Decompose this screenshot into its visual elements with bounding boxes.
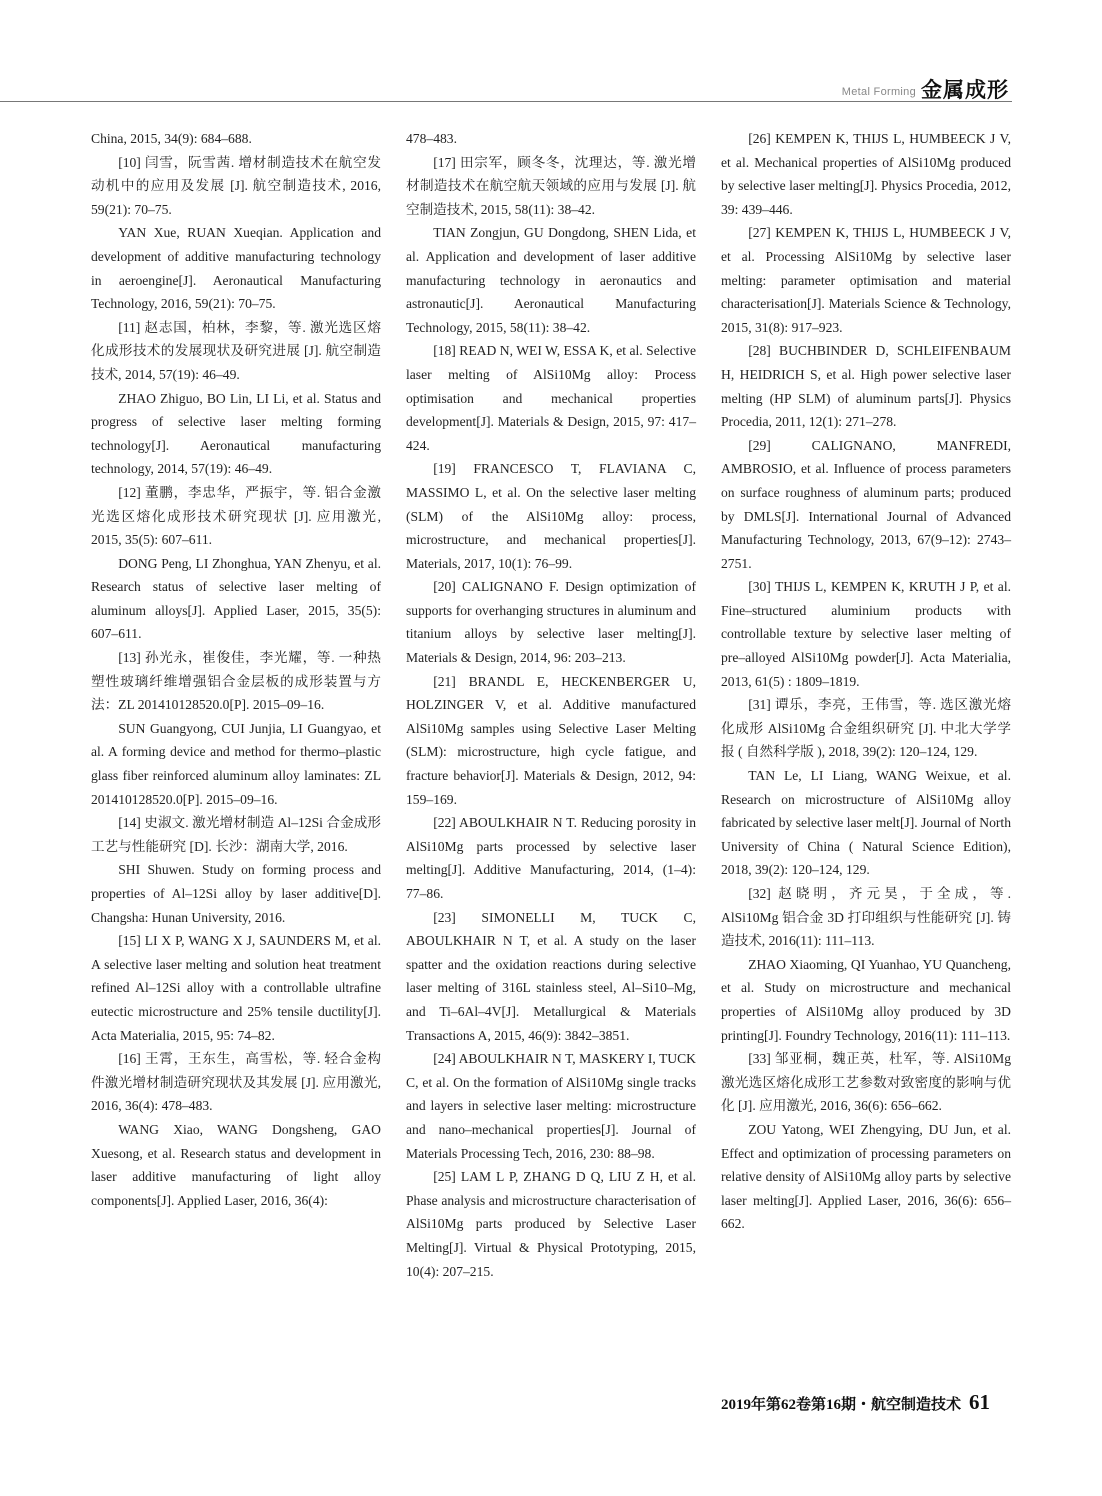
reference-entry: [16] 王霄，王东生，高雪松，等. 轻合金构件激光增材制造研究现状及其发展 [J]. 应用激光, 2016, 36(4): 478–483. xyxy=(91,1051,381,1114)
reference-entry: [33] 邹亚桐，魏正英，杜军，等. AlSi10Mg 激光选区熔化成形工艺参数对致密度的影响与优化 [J]. 应用激光, 2016, 36(6): 656–662. xyxy=(721,1051,1011,1114)
reference-entry: [14] 史淑文. 激光增材制造 Al–12Si 合金成形工艺与性能研究 [D]. 长沙：湖南大学, 2016. xyxy=(91,815,381,854)
reference-entry: ZOU Yatong, WEI Zhengying, DU Jun, et al. Effect and optimization of processing parameters on relative density of AlSi10Mg alloy parts by selective laser melting[J]. Applied Laser, 2016, 36(6): 656–662. xyxy=(721,1121,1011,1232)
page-footer xyxy=(721,1390,990,1415)
reference-entry: [15] LI X P, WANG X J, SAUNDERS M, et al. A selective laser melting and solution heat treatment refined Al–12Si alloy with a controllable ultrafine eutectic microstructure and 25% tensile ductility[J]. Acta Materialia, 2015, 95: 74–82. xyxy=(91,933,381,1043)
reference-entry: 478–483. xyxy=(406,131,457,146)
reference-entry: [24] ABOULKHAIR N T, MASKERY I, TUCK C, et al. On the formation of AlSi10Mg single tracks and layers in selective laser melting: microstructure and nano–mechanical properties[J]. Journal of Materials Processing Tech, 2016, 230: 88–98. xyxy=(406,1051,696,1161)
reference-column-1 xyxy=(91,127,381,1212)
reference-entry: [18] READ N, WEI W, ESSA K, et al. Selective laser melting of AlSi10Mg alloy: Process optimisation and mechanical properties development[J]. Materials & Design, 2015, 97: 417–424. xyxy=(406,343,696,453)
header-rule xyxy=(0,101,1012,102)
reference-entry: TIAN Zongjun, GU Dongdong, SHEN Lida, et al. Application and development of laser additive manufacturing technology in aeronautics and astronautic[J]. Aeronautical Manufacturing Technology, 2015, 58(11): 38–42. xyxy=(406,225,696,335)
issue-info: 2019年第62卷第16期・航空制造技术 xyxy=(720,1397,961,1413)
reference-entry: [26] KEMPEN K, THIJS L, HUMBEECK J V, et al. Mechanical properties of AlSi10Mg produced by selective laser melting[J]. Physics Procedia, 2012, 39: 439–446. xyxy=(721,131,1011,217)
reference-entry: [13] 孙光永，崔俊佳，李光耀，等. 一种热塑性玻璃纤维增强铝合金层板的成形装置与方法：ZL 201410128520.0[P]. 2015–09–16. xyxy=(91,650,381,713)
reference-column-3 xyxy=(721,127,1011,1236)
reference-entry: ZHAO Xiaoming, QI Yuanhao, YU Quancheng, et al. Study on microstructure and mechanical properties of AlSi10Mg alloy produced by 3D printing[J]. Foundry Technology, 2016(11): 111–113. xyxy=(721,956,1011,1043)
reference-entry: [11] 赵志国，柏林，李黎，等. 激光选区熔化成形技术的发展现状及研究进展 [J]. 航空制造技术, 2014, 57(19): 46–49. xyxy=(91,319,381,382)
journal-name-en: Metal Forming xyxy=(841,86,916,98)
reference-entry: [10] 闫雪，阮雪茜. 增材制造技术在航空发动机中的应用及发展 [J]. 航空制造技术, 2016, 59(21): 70–75. xyxy=(91,154,381,217)
reference-entry: [28] BUCHBINDER D, SCHLEIFENBAUM H, HEIDRICH S, et al. High power selective laser melting (HP SLM) of aluminum parts[J]. Physics Procedia, 2011, 12(1): 271–278. xyxy=(721,343,1011,430)
reference-entry: [30] THIJS L, KEMPEN K, KRUTH J P, et al. Fine–structured aluminium products with controllable texture by selective laser melting of pre–alloyed AlSi10Mg powder[J]. Acta Materialia, 2013, 61(5) : 1809–1819. xyxy=(721,579,1011,689)
journal-name-cn: 金属成形 xyxy=(921,78,1009,102)
reference-entry: [20] CALIGNANO F. Design optimization of supports for overhanging structures in aluminum and titanium alloys by selective laser melting[J]. Materials & Design, 2014, 96: 203–213. xyxy=(406,579,696,666)
reference-entry: DONG Peng, LI Zhonghua, YAN Zhenyu, et al. Research status of selective laser melting of aluminum alloys[J]. Applied Laser, 2015, 35(5): 607–611. xyxy=(91,555,381,642)
reference-entry: TAN Le, LI Liang, WANG Weixue, et al. Research on microstructure of AlSi10Mg alloy fabricated by selective laser melt[J]. Journal of North University of China ( Natural Science Edition), 2018, 39(2): 120–124, 129. xyxy=(721,768,1011,878)
reference-entry: [31] 谭乐，李亮，王伟雪，等. 选区激光熔化成形 AlSi10Mg 合金组织研究 [J]. 中北大学学报 ( 自然科学版 ), 2018, 39(2): 120–124, 129. xyxy=(721,697,1011,760)
reference-column-2 xyxy=(406,127,696,1283)
reference-entry: SHI Shuwen. Study on forming process and properties of Al–12Si alloy by laser additive[D]. Changsha: Hunan University, 2016. xyxy=(91,862,381,925)
reference-entry: [23] SIMONELLI M, TUCK C, ABOULKHAIR N T, et al. A study on the laser spatter and the oxidation reactions during selective laser melting of 316L stainless steel, Al–Si10–Mg, and Ti–6Al–4V[J]. Metallurgical & Materials Transactions A, 2015, 46(9): 3842–3851. xyxy=(406,909,696,1043)
reference-entry: [12] 董鹏，李忠华，严振宇，等. 铝合金激光选区熔化成形技术研究现状 [J]. 应用激光, 2015, 35(5): 607–611. xyxy=(91,484,381,548)
page-header xyxy=(0,0,1102,110)
reference-entry: [17] 田宗军，顾冬冬，沈理达，等. 激光增材制造技术在航空航天领域的应用与发展 [J]. 航空制造技术, 2015, 58(11): 38–42. xyxy=(406,154,696,217)
reference-entry: SUN Guangyong, CUI Junjia, LI Guangyao, et al. A forming device and method for thermo–plastic glass fiber reinforced aluminum alloy laminates: ZL 201410128520.0[P]. 2015–09–16. xyxy=(91,720,381,807)
reference-entry: ZHAO Zhiguo, BO Lin, LI Li, et al. Status and progress of selective laser melting forming technology[J]. Aeronautical manufacturing technology, 2014, 57(19): 46–49. xyxy=(91,390,381,477)
reference-entry: China, 2015, 34(9): 684–688. xyxy=(91,131,252,146)
reference-entry: [19] FRANCESCO T, FLAVIANA C, MASSIMO L, et al. On the selective laser melting (SLM) of the AlSi10Mg alloy: process, microstructure, and mechanical properties[J]. Materials, 2017, 10(1): 76–99. xyxy=(406,461,696,571)
reference-entry: [25] LAM L P, ZHANG D Q, LIU Z H, et al. Phase analysis and microstructure characterisation of AlSi10Mg parts produced by Selective Laser Melting[J]. Virtual & Physical Prototyping, 2015, 10(4): 207–215. xyxy=(406,1169,696,1279)
reference-entry: [27] KEMPEN K, THIJS L, HUMBEECK J V, et al. Processing AlSi10Mg by selective laser melting: parameter optimisation and material characterisation[J]. Materials Science & Technology, 2015, 31(8): 917–923. xyxy=(721,225,1011,335)
reference-entry: [21] BRANDL E, HECKENBERGER U, HOLZINGER V, et al. Additive manufactured AlSi10Mg samples using Selective Laser Melting (SLM): microstructure, high cycle fatigue, and fracture behavior[J]. Materials & Design, 2012, 94: 159–169. xyxy=(406,673,696,807)
reference-entry: WANG Xiao, WANG Dongsheng, GAO Xuesong, et al. Research status and development in laser additive manufacturing of light alloy components[J]. Applied Laser, 2016, 36(4): xyxy=(91,1121,381,1208)
reference-entry: YAN Xue, RUAN Xueqian. Application and development of additive manufacturing technology in aeroengine[J]. Aeronautical Manufacturing Technology, 2016, 59(21): 70–75. xyxy=(91,225,381,312)
reference-entry: [32] 赵晓明，齐元昊，于全成，等. AlSi10Mg 铝合金 3D 打印组织与性能研究 [J]. 铸造技术, 2016(11): 111–113. xyxy=(721,886,1011,949)
reference-entry: [22] ABOULKHAIR N T. Reducing porosity in AlSi10Mg parts processed by selective laser melting[J]. Additive Manufacturing, 2014, (1–4): 77–86. xyxy=(406,815,696,901)
reference-entry: [29] CALIGNANO, MANFREDI, AMBROSIO, et al. Influence of process parameters on surface roughness of aluminum parts; produced by DMLS[J]. International Journal of Advanced Manufacturing Technology, 2013, 67(9–12): 2743–2751. xyxy=(721,437,1011,571)
page-number: 61 xyxy=(969,1390,990,1414)
